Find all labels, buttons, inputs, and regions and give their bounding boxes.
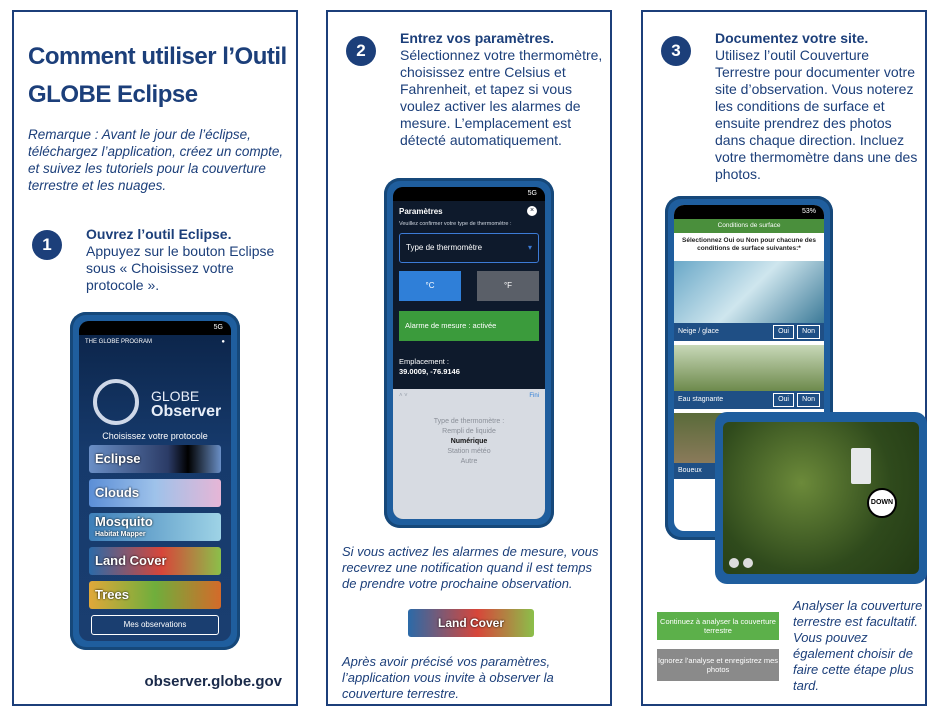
step-1-body: Appuyez sur le bouton Eclipse sous « Choisissez votre protocole ». — [86, 243, 275, 293]
page-title — [28, 38, 287, 114]
alarm-note: Si vous activez les alarmes de mesure, vous recevrez une notification quand il est temps de prendre votre prochaine observation. — [342, 544, 599, 591]
step-2-text — [400, 30, 606, 149]
water-yes-button[interactable]: Oui — [773, 393, 794, 407]
water-no-button[interactable]: Non — [797, 393, 820, 407]
surface-header: Conditions de surface — [674, 219, 824, 233]
globe-observer-logo — [151, 389, 221, 419]
skip-analysis-button[interactable]: Ignorez l’analyse et enregistrez mes photos — [657, 649, 779, 681]
step-2-body: Sélectionnez votre thermomètre, choisissez entre Celsius et Fahrenheit, et tapez si vous voulez activer les alarmes de mesure. L’emplacement est détecté automatiquement. — [400, 47, 603, 148]
step-3-badge: 3 — [661, 36, 691, 66]
step-1-title: Ouvrez l’outil Eclipse. — [86, 226, 232, 242]
status-bar: 5G — [79, 321, 231, 335]
step-3-title: Documentez votre site. — [715, 30, 869, 46]
optional-note: Analyser la couverture terrestre est facultatif. Vous pouvez également choisir de faire cette étape plus tard. — [793, 598, 923, 693]
thermometer-image — [851, 448, 871, 484]
step-2-title: Entrez vos paramètres. — [400, 30, 555, 46]
phone-mockup-settings — [384, 178, 554, 528]
step-3-body: Utilisez l’outil Couverture Terrestre pour documenter votre site d’observation. Vous noterez les conditions de surface et ensuite prendrez des photos dans chaque direction. Incluez votre thermomètre dans une des photos. — [715, 47, 918, 182]
protocol-landcover-button[interactable]: Land Cover — [89, 547, 221, 575]
my-observations-button[interactable]: Mes observations — [91, 615, 219, 635]
phone-screen — [79, 321, 231, 641]
fahrenheit-toggle[interactable]: °F — [477, 271, 539, 301]
protocol-mosquito-button[interactable]: Mosquito Habitat Mapper — [89, 513, 221, 541]
logo-globe: GLOBE — [151, 388, 200, 404]
panel-step-1 — [12, 10, 298, 706]
protocol-eclipse-button[interactable]: Eclipse — [89, 445, 221, 473]
protocol-clouds-button[interactable]: Clouds — [89, 479, 221, 507]
landcover-banner: Land Cover — [408, 609, 534, 637]
app-header — [79, 335, 231, 349]
condition-row-snow: Neige / glace Oui Non — [674, 323, 824, 341]
status-bar: 53% — [674, 205, 824, 219]
panel-step-3 — [641, 10, 927, 706]
step-1-text — [86, 226, 290, 294]
close-icon[interactable]: × — [527, 206, 537, 216]
camera-switch-icon[interactable] — [743, 558, 753, 568]
magnifier-icon — [93, 379, 139, 425]
phone-mockup-protocols — [70, 312, 240, 650]
surface-instruction: Sélectionnez Oui ou Non pour chacune des conditions de surface suivantes:* — [682, 237, 816, 252]
picker-nav-icon[interactable]: ˄ ˅ — [399, 393, 408, 399]
landcover-note: Après avoir précisé vos paramètres, l’application vous invite à observer la couverture terrestre. — [342, 654, 554, 701]
picker-panel — [393, 389, 545, 519]
camera-control-icon[interactable] — [729, 558, 739, 568]
thermometer-type-select[interactable]: Type de thermomètre ▾ — [399, 233, 539, 263]
step-3-text — [715, 30, 921, 183]
snow-ice-photo — [674, 261, 824, 323]
choose-protocol-label: Choisissez votre protocole — [102, 431, 208, 441]
logo-observer: Observer — [151, 403, 222, 420]
title-line-2: GLOBE Eclipse — [28, 81, 198, 108]
confirm-label: Veuillez confirmer votre type de thermomètre : — [399, 221, 512, 227]
ground-photo — [723, 422, 919, 574]
step-1-badge: 1 — [32, 230, 62, 260]
intro-note: Remarque : Avant le jour de l’éclipse, téléchargez l’application, créez un compte, et suivez les tutoriels pour la couverture terrestre et les nuages. — [28, 127, 284, 193]
title-line-1: Comment utiliser l’Outil — [28, 43, 287, 70]
condition-row-muddy: Boueux — [674, 463, 738, 479]
tablet-photo-mockup — [715, 412, 927, 584]
phone-screen — [393, 187, 545, 519]
picker-toolbar — [393, 389, 545, 403]
nasa-icon: ● — [221, 339, 225, 345]
globe-program-label: THE GLOBE PROGRAM — [85, 339, 153, 345]
celsius-toggle[interactable]: °C — [399, 271, 461, 301]
status-bar: 5G — [393, 187, 545, 201]
snow-yes-button[interactable]: Oui — [773, 325, 794, 339]
standing-water-photo — [674, 345, 824, 391]
website-url[interactable]: observer.globe.gov — [144, 673, 282, 690]
panel-step-2 — [326, 10, 612, 706]
condition-row-water: Eau stagnante Oui Non — [674, 391, 824, 409]
chevron-down-icon: ▾ — [527, 243, 532, 252]
continue-analysis-button[interactable]: Continuez à analyser la couverture terrestre — [657, 612, 779, 640]
protocol-trees-button[interactable]: Trees — [89, 581, 221, 609]
settings-title: Paramètres — [399, 207, 443, 216]
snow-no-button[interactable]: Non — [797, 325, 820, 339]
step-2-badge: 2 — [346, 36, 376, 66]
done-button[interactable]: Fini — [529, 393, 539, 399]
thermometer-picker[interactable]: Type de thermomètre : Rempli de liquide Numérique Station météo Autre — [433, 418, 505, 465]
alarm-toggle[interactable]: Alarme de mesure : activée — [399, 311, 539, 341]
location-readout: Emplacement : 39.0009, -76.9146 — [399, 357, 460, 376]
direction-badge: DOWN — [867, 488, 897, 518]
